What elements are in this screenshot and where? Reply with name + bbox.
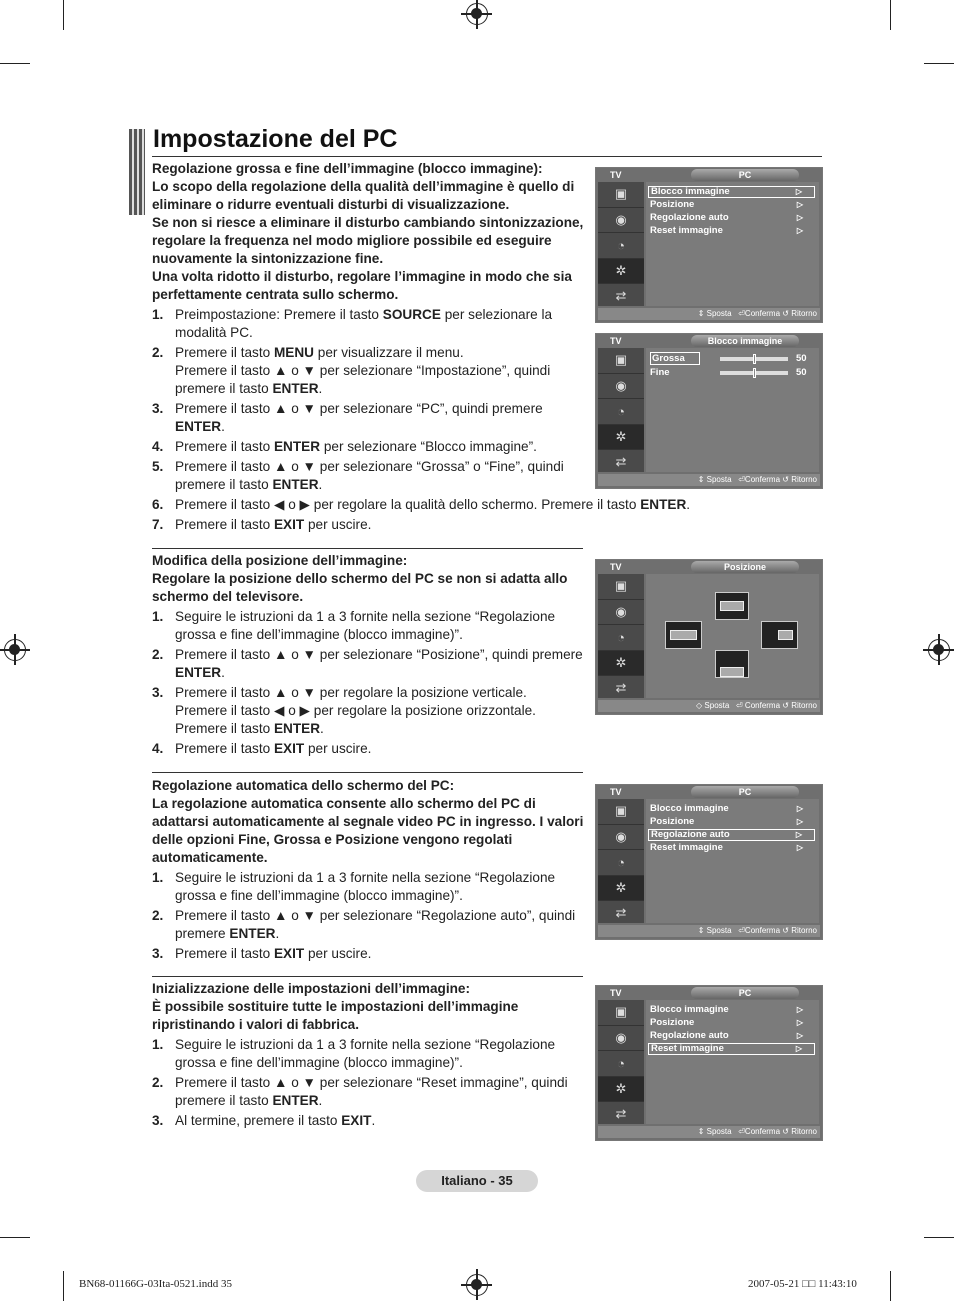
input-icon: ⇄ [598,450,644,476]
crop-mark [924,1237,954,1238]
osd-panel [646,799,819,923]
osd-pc-menu-auto [595,784,823,940]
input-icon: ⇄ [598,676,644,702]
osd-footer: ⇕ Sposta ⏎Conferma ↺ Ritorno [598,308,820,320]
step: 7. Premere il tasto EXIT per uscire. [152,517,372,532]
step: 4. Premere il tasto ENTER per selezionare “Blocco immagine”. [152,439,537,454]
step: 3. Al termine, premere il tasto EXIT. [152,1113,376,1128]
crop-mark [890,1271,891,1301]
osd-tv-label: TV [610,787,622,797]
osd-tv-label: TV [610,170,622,180]
crop-mark [63,0,64,30]
picture-icon: ▣ [598,1000,644,1026]
registration-mark-icon [928,639,950,661]
step: 4. Premere il tasto EXIT per uscire. [152,741,372,756]
osd-footer: ⇕ Sposta ⏎Conferma ↺ Ritorno [598,474,820,486]
section-intro: Inizializzazione delle impostazioni dell’immagine: È possibile sostituire tutte le impostazioni dell’immagine ripristinando i valori di fabbrica. [152,981,519,1032]
osd-item-blocco[interactable]: Blocco immagine ▷ [648,186,815,198]
step: 5. Premere il tasto ▲ o ▼ per selezionare “Grossa” o “Fine”, quindi premere il tasto ENTER. [152,459,564,492]
section-divider [152,976,583,977]
osd-sidebar [598,348,644,472]
section-divider [152,772,583,773]
registration-mark-icon [466,1274,488,1296]
step: 1. Preimpostazione: Premere il tasto SOURCE per selezionare la modalità PC. [152,307,553,340]
page-title: Impostazione del PC [153,125,398,153]
step: 1. Seguire le istruzioni da 1 a 3 fornite nella sezione “Regolazione grossa e fine dell’immagine (blocco immagine)”. [152,1037,556,1070]
picture-icon: ▣ [598,182,644,208]
osd-item-reset[interactable]: Reset immagine ▷ [650,225,803,236]
osd-item-grossa[interactable]: Grossa 50 [652,353,807,364]
crop-mark [0,1237,30,1238]
sound-icon: ◉ [598,208,644,234]
setup-icon: ✲ [598,651,644,677]
position-up-box [715,592,749,620]
section-regolazione-auto [152,777,592,963]
osd-pc-menu-reset [595,985,823,1141]
channel-icon: ◔ [598,233,644,259]
osd-panel [646,1000,819,1124]
osd-sidebar [598,574,644,698]
footer-file: BN68-01166G-03Ita-0521.indd 35 [79,1278,232,1290]
crop-mark [924,63,954,64]
input-icon: ⇄ [598,284,644,310]
step: 1. Seguire le istruzioni da 1 a 3 fornite nella sezione “Regolazione grossa e fine dell’immagine (blocco immagine)”. [152,870,556,903]
title-rule [152,156,822,157]
step: 1. Seguire le istruzioni da 1 a 3 fornite nella sezione “Regolazione grossa e fine dell’immagine (blocco immagine)”. [152,609,556,642]
osd-tv-label: TV [610,988,622,998]
osd-item-auto[interactable]: Regolazione auto ▷ [650,212,803,223]
section-intro: Regolazione grossa e fine dell’immagine (blocco immagine): Lo scopo della regolazione della qualità dell’immagine è quello di eliminare o ridurre eventuali disturbi di visualizzazione. Se non si riesce a eliminare il disturbo cambiando sintonizzazione, regolare la frequenza nel modo migliore possibile ed eseguire nuovamente la sintonizzazione fine. Una volta ridotto il disturbo, regolare l’immagine in modo che sia perfettamente centrata sullo schermo. [152,161,584,302]
osd-item-auto[interactable]: Regolazione auto ▷ [648,829,815,841]
crop-mark [0,63,30,64]
step: 2. Premere il tasto MENU per visualizzare il menu. Premere il tasto ▲ o ▼ per selezionare “Impostazione”, quindi premere il tasto ENTER. [152,345,551,396]
setup-icon: ✲ [598,259,644,285]
sound-icon: ◉ [598,600,644,626]
osd-item-posizione[interactable]: Posizione ▷ [650,816,803,827]
section-divider [152,548,583,549]
osd-tab: Posizione [691,561,799,573]
osd-tab: PC [691,987,799,999]
section-intro: Regolazione automatica dello schermo del PC: La regolazione automatica consente allo schermo del PC di adattarsi automaticamente al segnale video PC in ingresso. I valori delle opzioni Fine, Grossa e Posizione vengono regolati automaticamente. [152,778,584,865]
section-posizione [152,552,592,758]
step: 2. Premere il tasto ▲ o ▼ per selezionare “Posizione”, quindi premere ENTER. [152,647,583,680]
osd-item-blocco[interactable]: Blocco immagine ▷ [650,1004,803,1015]
osd-footer: ◇ Sposta ⏎ Conferma ↺ Ritorno [598,700,820,712]
step: 6. Premere il tasto ◀ o ▶ per regolare la qualità dello schermo. Premere il tasto ENTER. [152,497,691,512]
osd-item-reset[interactable]: Reset immagine ▷ [648,1043,815,1055]
osd-pc-menu [595,167,823,323]
crop-mark [890,0,891,30]
page-number-badge: Italiano - 35 [416,1170,538,1192]
step: 3. Premere il tasto EXIT per uscire. [152,946,372,961]
osd-tv-label: TV [610,562,622,572]
input-icon: ⇄ [598,1102,644,1128]
position-down-box [715,650,749,678]
channel-icon: ◔ [598,1051,644,1077]
osd-panel [646,574,819,698]
osd-panel [646,182,819,306]
osd-item-posizione[interactable]: Posizione ▷ [650,1017,803,1028]
osd-sidebar [598,799,644,923]
channel-icon: ◔ [598,850,644,876]
osd-item-reset[interactable]: Reset immagine ▷ [650,842,803,853]
setup-icon: ✲ [598,425,644,451]
footer-date: 2007-05-21 □□ 11:43:10 [748,1278,857,1290]
osd-item-fine[interactable]: Fine 50 [650,367,807,378]
osd-panel [646,348,819,472]
osd-tv-label: TV [610,336,622,346]
crop-mark [63,1271,64,1301]
sound-icon: ◉ [598,825,644,851]
osd-item-auto[interactable]: Regolazione auto ▷ [650,1030,803,1041]
sound-icon: ◉ [598,374,644,400]
section-intro: Modifica della posizione dell’immagine: Regolare la posizione dello schermo del PC se non si adatta allo schermo del televisore. [152,553,568,604]
registration-mark-icon [4,639,26,661]
step: 3. Premere il tasto ▲ o ▼ per regolare la posizione verticale. Premere il tasto ◀ o ▶ per regolare la posizione orizzontale. Premere il tasto ENTER. [152,685,536,736]
osd-footer: ⇕ Sposta ⏎Conferma ↺ Ritorno [598,1126,820,1138]
position-right-box [761,621,798,649]
picture-icon: ▣ [598,574,644,600]
osd-item-posizione[interactable]: Posizione ▷ [650,199,803,210]
osd-posizione [595,559,823,715]
section-reset-immagine [152,980,592,1130]
setup-icon: ✲ [598,876,644,902]
osd-sidebar [598,182,644,306]
step: 2. Premere il tasto ▲ o ▼ per selezionare “Regolazione auto”, quindi premere ENTER. [152,908,576,941]
setup-icon: ✲ [598,1077,644,1103]
channel-icon: ◔ [598,399,644,425]
osd-tab: Blocco immagine [691,335,799,347]
osd-footer: ⇕ Sposta ⏎Conferma ↺ Ritorno [598,925,820,937]
registration-mark-icon [466,3,488,25]
osd-blocco-immagine [595,333,823,489]
sound-icon: ◉ [598,1026,644,1052]
osd-item-blocco[interactable]: Blocco immagine ▷ [650,803,803,814]
channel-icon: ◔ [598,625,644,651]
osd-tab: PC [691,786,799,798]
picture-icon: ▣ [598,348,644,374]
picture-icon: ▣ [598,799,644,825]
step: 2. Premere il tasto ▲ o ▼ per selezionare “Reset immagine”, quindi premere il tasto ENTER. [152,1075,568,1108]
step: 3. Premere il tasto ▲ o ▼ per selezionare “PC”, quindi premere ENTER. [152,401,543,434]
position-left-box [665,621,702,649]
osd-sidebar [598,1000,644,1124]
title-bar-decoration [129,129,145,215]
input-icon: ⇄ [598,901,644,927]
osd-tab: PC [691,169,799,181]
